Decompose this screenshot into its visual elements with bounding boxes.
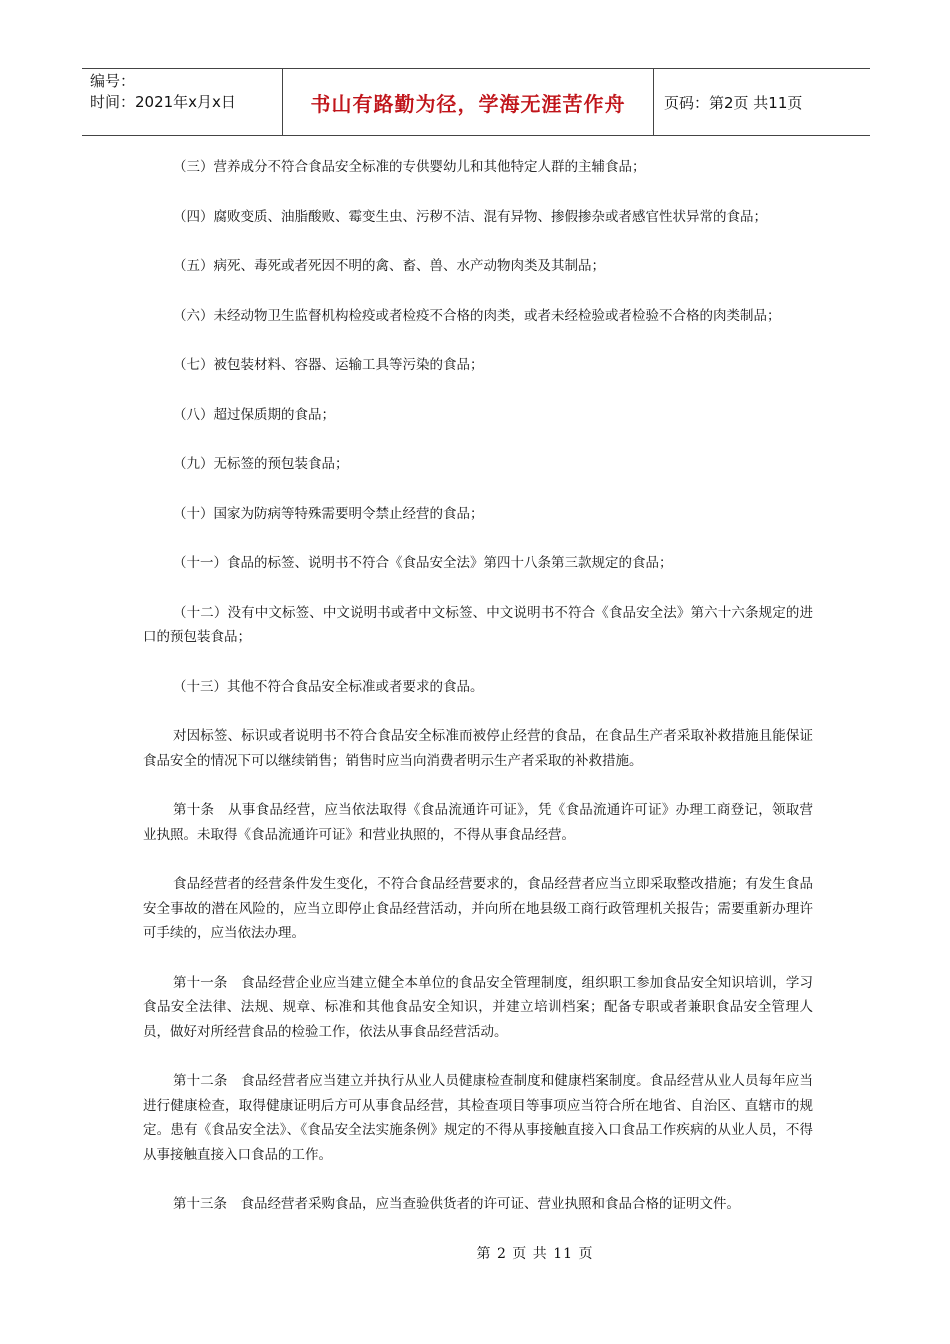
list-item: （八）超过保质期的食品； bbox=[173, 406, 335, 423]
document-time-label: 时间：2021年x月x日 bbox=[90, 93, 236, 111]
list-item: （四）腐败变质、油脂酸败、霉变生虫、污秽不洁、混有异物、掺假掺杂或者感官性状异常的食品； bbox=[173, 208, 767, 225]
body-paragraph: 对因标签、标识或者说明书不符合食品安全标准而被停止经营的食品，在食品生产者采取补救措施且能保证食品安全的情况下可以继续销售；销售时应当向消费者明示生产者采取的补救措施。 bbox=[143, 728, 813, 769]
page-footer: 第 2 页 共 11 页 bbox=[476, 1246, 594, 1262]
list-item: （九）无标签的预包装食品； bbox=[173, 456, 349, 472]
header-page-indicator: 页码：第2页 共11页 bbox=[664, 93, 803, 112]
list-item: （七）被包装材料、容器、运输工具等污染的食品； bbox=[173, 357, 484, 373]
document-number-label: 编号： bbox=[90, 72, 136, 90]
article-11-paragraph: 第十一条 食品经营企业应当建立健全本单位的食品安全管理制度，组织职工参加食品安全知识培训，学习食品安全法律、法规、规章、标准和其他食品安全知识，并建立培训档案；配备专职或者兼职食品安全管理人员，做好对所经营食品的检验工作，依法从事食品经营活动。 bbox=[143, 974, 813, 1040]
header-meta bbox=[82, 69, 282, 135]
list-item: （十二）没有中文标签、中文说明书或者中文标签、中文说明书不符合《食品安全法》第六十六条规定的进口的预包装食品； bbox=[143, 604, 813, 645]
document-body bbox=[143, 155, 813, 1242]
list-item: （十三）其他不符合食品安全标准或者要求的食品。 bbox=[173, 678, 484, 695]
header-motto: 书山有路勤为径，学海无涯苦作舟 bbox=[282, 69, 654, 135]
list-item: （十）国家为防病等特殊需要明令禁止经营的食品； bbox=[173, 505, 484, 522]
page-header bbox=[82, 68, 870, 136]
article-13-paragraph: 第十三条 食品经营者采购食品，应当查验供货者的许可证、营业执照和食品合格的证明文件。 bbox=[173, 1196, 740, 1212]
list-item: （六）未经动物卫生监督机构检疫或者检疫不合格的肉类，或者未经检验或者检验不合格的肉类制品； bbox=[173, 307, 781, 324]
list-item: （五）病死、毒死或者死因不明的禽、畜、兽、水产动物肉类及其制品； bbox=[173, 258, 605, 274]
article-12-paragraph: 第十二条 食品经营者应当建立并执行从业人员健康检查制度和健康档案制度。食品经营从业人员每年应当进行健康检查，取得健康证明后方可从事食品经营，其检查项目等事项应当符合所在地省、自治区、直辖市的规定。患有《食品安全法》、《食品安全法实施条例》规定的不得从事接触直接入口食品工作疾病的从业人员，不得从事接触直接入口食品的工作。 bbox=[143, 1073, 813, 1163]
article-10-paragraph: 第十条 从事食品经营，应当依法取得《食品流通许可证》，凭《食品流通许可证》办理工商登记，领取营业执照。未取得《食品流通许可证》和营业执照的，不得从事食品经营。 bbox=[143, 802, 813, 843]
list-item: （十一）食品的标签、说明书不符合《食品安全法》第四十八条第三款规定的食品； bbox=[173, 555, 673, 571]
list-item: （三）营养成分不符合食品安全标准的专供婴幼儿和其他特定人群的主辅食品； bbox=[173, 159, 646, 175]
body-paragraph: 食品经营者的经营条件发生变化，不符合食品经营要求的，食品经营者应当立即采取整改措施；有发生食品安全事故的潜在风险的，应当立即停止食品经营活动，并向所在地县级工商行政管理机关报告；需要重新办理许可手续的，应当依法办理。 bbox=[143, 876, 813, 941]
